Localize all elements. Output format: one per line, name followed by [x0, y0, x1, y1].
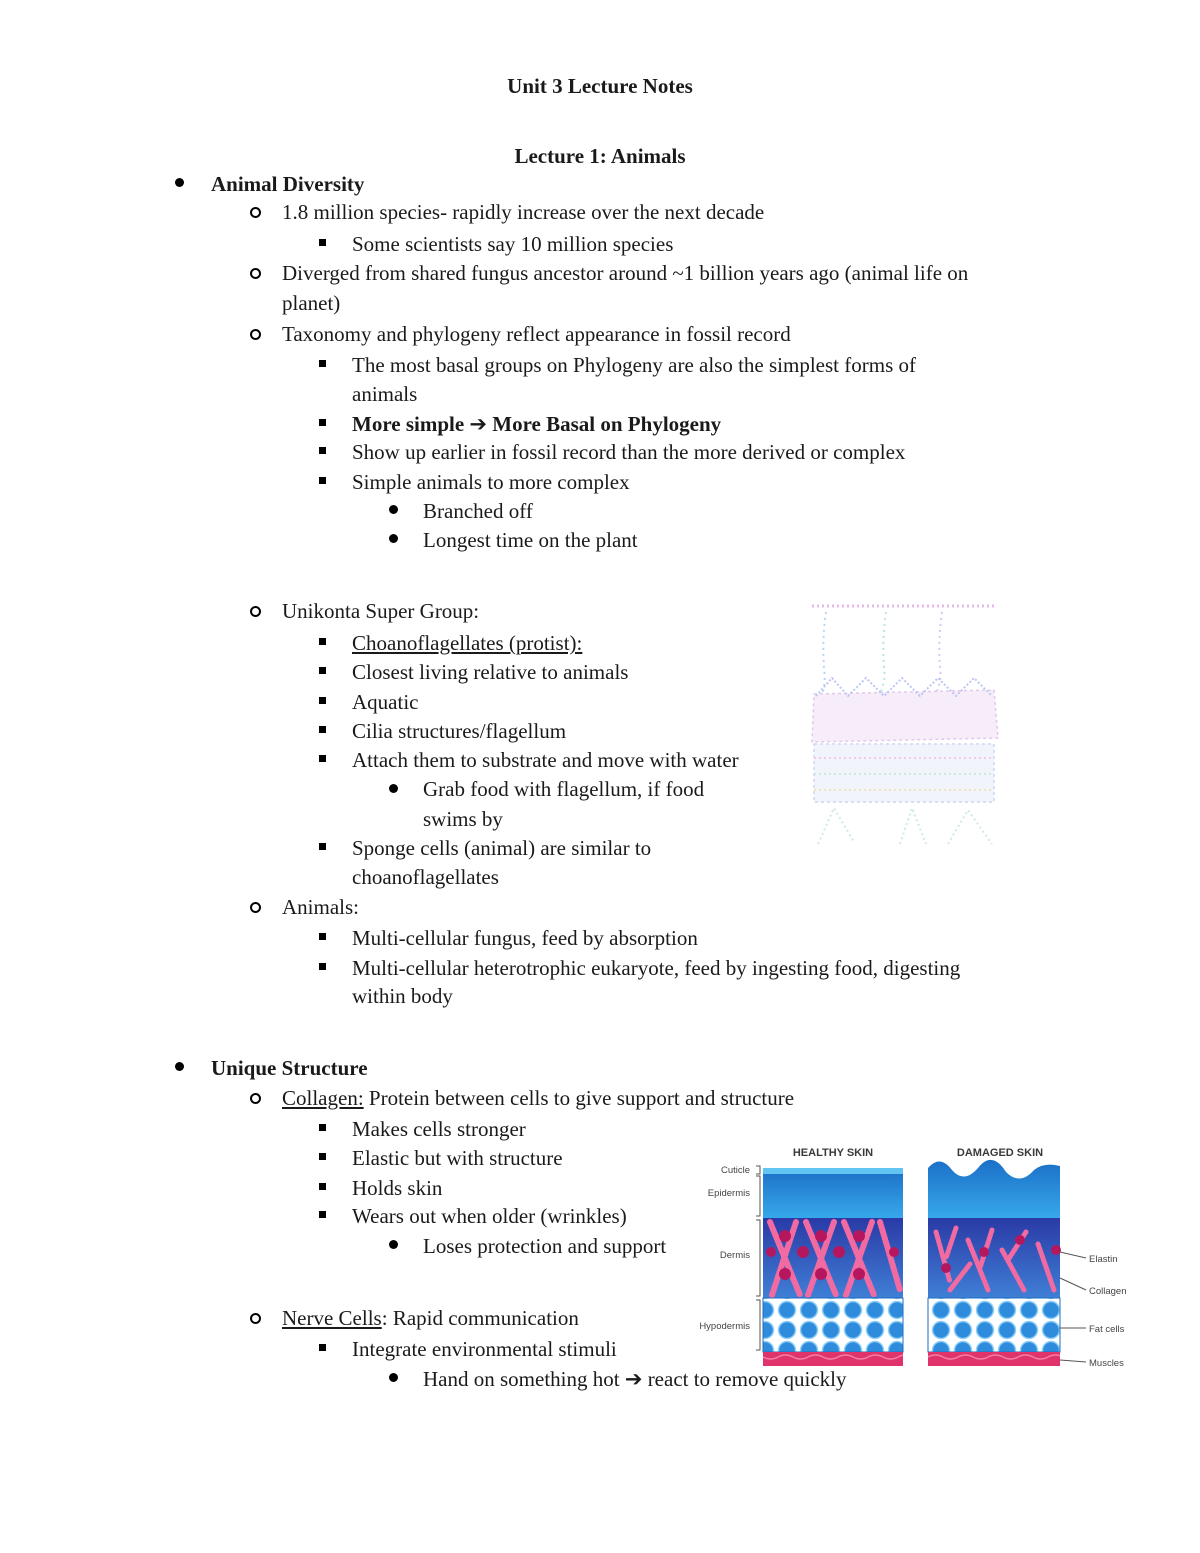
list-item: Multi-cellular fungus, feed by absorption: [352, 926, 698, 950]
nerve-cells-definition: : Rapid communication: [381, 1306, 579, 1330]
collagen-term: Collagen:: [282, 1086, 364, 1110]
dermis-label: Dermis: [719, 1250, 750, 1261]
bullet-disc-icon: [389, 1373, 398, 1382]
bullet-circle-icon: [250, 606, 261, 617]
lecture-title: Lecture 1: Animals: [514, 144, 686, 168]
bullet-square-icon: [319, 1153, 326, 1160]
list-item: Grab food with flagellum, if food: [423, 777, 705, 801]
list-item: Closest living relative to animals: [352, 660, 629, 684]
bullet-circle-icon: [250, 329, 261, 340]
bullet-square-icon: [319, 638, 326, 645]
bullet-square-icon: [319, 360, 326, 367]
bullet-square-icon: [319, 755, 326, 762]
list-item: Longest time on the plant: [423, 528, 638, 552]
bullet-circle-icon: [250, 902, 261, 913]
elastin-label: Elastin: [1089, 1254, 1118, 1265]
fat-cells-label: Fat cells: [1089, 1324, 1125, 1335]
bullet-square-icon: [319, 1211, 326, 1218]
list-item: Holds skin: [352, 1176, 443, 1200]
bullet-square-icon: [319, 667, 326, 674]
bullet-square-icon: [319, 697, 326, 704]
list-item: Taxonomy and phylogeny reflect appearance in fossil record: [282, 322, 791, 346]
section-heading-animal-diversity: Animal Diversity: [211, 172, 365, 196]
bullet-circle-icon: [250, 1313, 261, 1324]
bullet-circle-icon: [250, 1093, 261, 1104]
bullet-square-icon: [319, 447, 326, 454]
list-item-continuation: within body: [352, 984, 453, 1008]
damaged-skin-panel: [928, 1160, 1061, 1366]
bullet-disc-icon: [175, 1062, 184, 1071]
bullet-circle-icon: [250, 207, 261, 218]
collagen-definition: Protein between cells to give support and structure: [363, 1086, 795, 1110]
epidermis-label: Epidermis: [707, 1188, 750, 1199]
cuticle-label: Cuticle: [720, 1165, 750, 1176]
list-item: 1.8 million species- rapidly increase over the next decade: [282, 200, 765, 224]
simple-text: More simple: [352, 412, 465, 436]
bullet-square-icon: [319, 726, 326, 733]
healthy-skin-panel: [763, 1168, 903, 1366]
list-item: The most basal groups on Phylogeny are also the simplest forms of: [352, 353, 916, 377]
react-text: react to remove quickly: [642, 1367, 847, 1391]
bullet-square-icon: [319, 419, 326, 426]
bullet-square-icon: [319, 1344, 326, 1351]
bullet-square-icon: [319, 963, 326, 970]
list-item: Sponge cells (animal) are similar to: [352, 836, 652, 860]
document-title: Unit 3 Lecture Notes: [507, 74, 693, 98]
list-item: Aquatic: [352, 690, 419, 714]
list-item-underlined: Choanoflagellates (protist):: [352, 631, 583, 655]
bullet-square-icon: [319, 477, 326, 484]
hand-text: Hand on something hot: [423, 1367, 625, 1391]
basal-text: More Basal on Phylogeny: [492, 412, 722, 436]
right-arrow-icon: ➔: [469, 412, 488, 436]
list-item: Makes cells stronger: [352, 1117, 526, 1141]
skin-diagram: [688, 1140, 1138, 1372]
bullet-disc-icon: [175, 178, 184, 187]
bullet-disc-icon: [389, 784, 398, 793]
collagen-label: Collagen: [1089, 1286, 1127, 1297]
list-item: Animals:: [282, 895, 359, 919]
bullet-square-icon: [319, 933, 326, 940]
list-item-continuation: swims by: [423, 807, 503, 831]
list-item-continuation: animals: [352, 382, 418, 406]
list-item: Unikonta Super Group:: [282, 599, 480, 623]
bullet-disc-icon: [389, 1240, 398, 1249]
list-item-continuation: planet): [282, 291, 341, 315]
choanoflagellate-illustration: [808, 598, 1000, 846]
list-item-continuation: choanoflagellates: [352, 865, 499, 889]
list-item: Multi-cellular heterotrophic eukaryote, feed by ingesting food, digesting: [352, 956, 961, 980]
list-item: Simple animals to more complex: [352, 470, 630, 494]
list-item: Cilia structures/flagellum: [352, 719, 567, 743]
list-item: [282, 1085, 794, 1111]
nerve-cells-term: Nerve Cells: [282, 1306, 382, 1330]
list-item: [282, 1305, 579, 1331]
list-item: Diverged from shared fungus ancestor around ~1 billion years ago (animal life on: [282, 261, 969, 285]
bullet-square-icon: [319, 843, 326, 850]
list-item: Elastic but with structure: [352, 1146, 563, 1170]
list-item: Loses protection and support: [423, 1234, 667, 1258]
bullet-square-icon: [319, 1183, 326, 1190]
damaged-skin-label: DAMAGED SKIN: [956, 1147, 1044, 1159]
bullet-circle-icon: [250, 268, 261, 279]
bullet-disc-icon: [389, 534, 398, 543]
list-item: Attach them to substrate and move with water: [352, 748, 739, 772]
section-heading-unique-structure: Unique Structure: [211, 1056, 368, 1080]
list-item: Integrate environmental stimuli: [352, 1337, 617, 1361]
list-item: Wears out when older (wrinkles): [352, 1204, 627, 1228]
healthy-skin-label: HEALTHY SKIN: [792, 1147, 874, 1159]
bullet-square-icon: [319, 239, 326, 246]
muscles-label: Muscles: [1089, 1358, 1124, 1369]
list-item: Some scientists say 10 million species: [352, 232, 674, 256]
list-item: Show up earlier in fossil record than the more derived or complex: [352, 440, 906, 464]
bullet-square-icon: [319, 1124, 326, 1131]
bullet-disc-icon: [389, 505, 398, 514]
list-item-bold: [352, 411, 721, 437]
right-arrow-icon: ➔: [624, 1367, 643, 1391]
hypodermis-label: Hypodermis: [699, 1321, 750, 1332]
list-item: Branched off: [423, 499, 533, 523]
